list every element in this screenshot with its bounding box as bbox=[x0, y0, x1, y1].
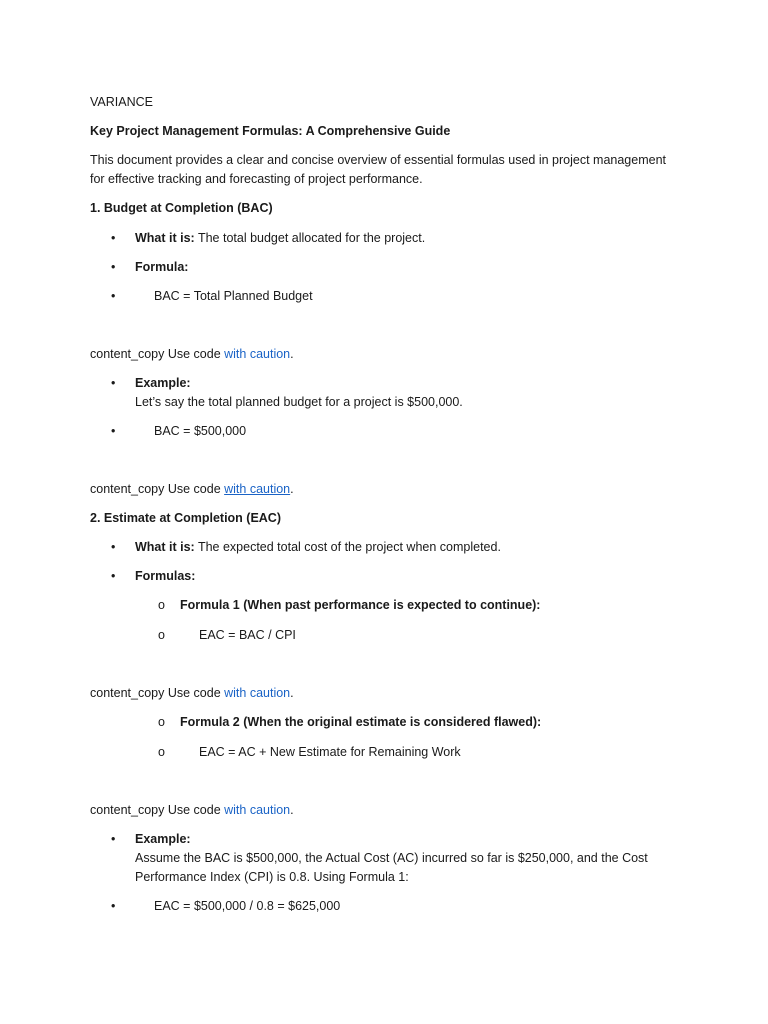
code-caution-prefix: content_copy Use code bbox=[90, 803, 225, 817]
s1-example-label: Example: bbox=[135, 376, 191, 390]
bullet-icon: • bbox=[111, 832, 116, 846]
s1-example-code: BAC = $500,000 bbox=[154, 424, 247, 438]
code-caution-note bbox=[90, 345, 294, 364]
s1-what-text: The total budget allocated for the project. bbox=[194, 231, 426, 245]
s2-formula-2-code: EAC = AC + New Estimate for Remaining Work bbox=[199, 745, 461, 759]
bullet-icon: • bbox=[111, 540, 116, 554]
code-caution-note bbox=[90, 684, 294, 703]
bullet-icon: • bbox=[111, 231, 116, 245]
code-caution-prefix: content_copy Use code bbox=[90, 686, 225, 700]
bullet-icon: • bbox=[111, 899, 116, 913]
code-caution-suffix: . bbox=[290, 686, 294, 700]
circle-bullet-icon: o bbox=[158, 598, 165, 612]
intro-line-2: for effective tracking and forecasting of project performance. bbox=[90, 172, 423, 186]
s2-example-label: Example: bbox=[135, 832, 191, 846]
code-caution-suffix: . bbox=[290, 482, 294, 496]
circle-bullet-icon: o bbox=[158, 745, 165, 759]
s1-what-label: What it is: bbox=[135, 231, 195, 245]
code-caution-suffix: . bbox=[290, 803, 294, 817]
doc-title: Key Project Management Formulas: A Comprehensive Guide bbox=[90, 124, 451, 138]
code-caution-suffix: . bbox=[290, 347, 294, 361]
bullet-icon: • bbox=[111, 289, 116, 303]
section-1-title: 1. Budget at Completion (BAC) bbox=[90, 201, 273, 215]
code-caution-prefix: content_copy Use code bbox=[90, 347, 225, 361]
circle-bullet-icon: o bbox=[158, 715, 165, 729]
s2-example-line-2: Performance Index (CPI) is 0.8. Using Formula 1: bbox=[135, 870, 409, 884]
s2-formula-1-code: EAC = BAC / CPI bbox=[199, 628, 296, 642]
s2-what-label: What it is: bbox=[135, 540, 195, 554]
s2-what-item bbox=[135, 538, 501, 557]
s2-formula-1-label: Formula 1 (When past performance is expected to continue): bbox=[180, 598, 541, 612]
s2-formulas-label: Formulas: bbox=[135, 569, 196, 583]
with-caution-link[interactable]: with caution bbox=[224, 482, 291, 496]
s2-example-line-1: Assume the BAC is $500,000, the Actual Cost (AC) incurred so far is $250,000, and the Cost bbox=[135, 851, 648, 865]
s2-formula-2-label: Formula 2 (When the original estimate is considered flawed): bbox=[180, 715, 542, 729]
bullet-icon: • bbox=[111, 376, 116, 390]
s2-example-code: EAC = $500,000 / 0.8 = $625,000 bbox=[154, 899, 341, 913]
with-caution-link[interactable]: with caution bbox=[224, 803, 291, 817]
code-caution-prefix: content_copy Use code bbox=[90, 482, 225, 496]
s1-example-text: Let’s say the total planned budget for a project is $500,000. bbox=[135, 395, 463, 409]
doc-heading: VARIANCE bbox=[90, 95, 153, 109]
s1-what-item bbox=[135, 229, 425, 248]
bullet-icon: • bbox=[111, 569, 116, 583]
code-caution-note bbox=[90, 480, 294, 499]
code-caution-note bbox=[90, 801, 294, 820]
s2-what-text: The expected total cost of the project when completed. bbox=[194, 540, 501, 554]
s1-formula-code: BAC = Total Planned Budget bbox=[154, 289, 313, 303]
with-caution-link[interactable]: with caution bbox=[224, 686, 291, 700]
s1-formula-label: Formula: bbox=[135, 260, 189, 274]
bullet-icon: • bbox=[111, 424, 116, 438]
circle-bullet-icon: o bbox=[158, 628, 165, 642]
bullet-icon: • bbox=[111, 260, 116, 274]
intro-line-1: This document provides a clear and concise overview of essential formulas used in project management bbox=[90, 153, 666, 167]
section-2-title: 2. Estimate at Completion (EAC) bbox=[90, 511, 281, 525]
with-caution-link[interactable]: with caution bbox=[224, 347, 291, 361]
